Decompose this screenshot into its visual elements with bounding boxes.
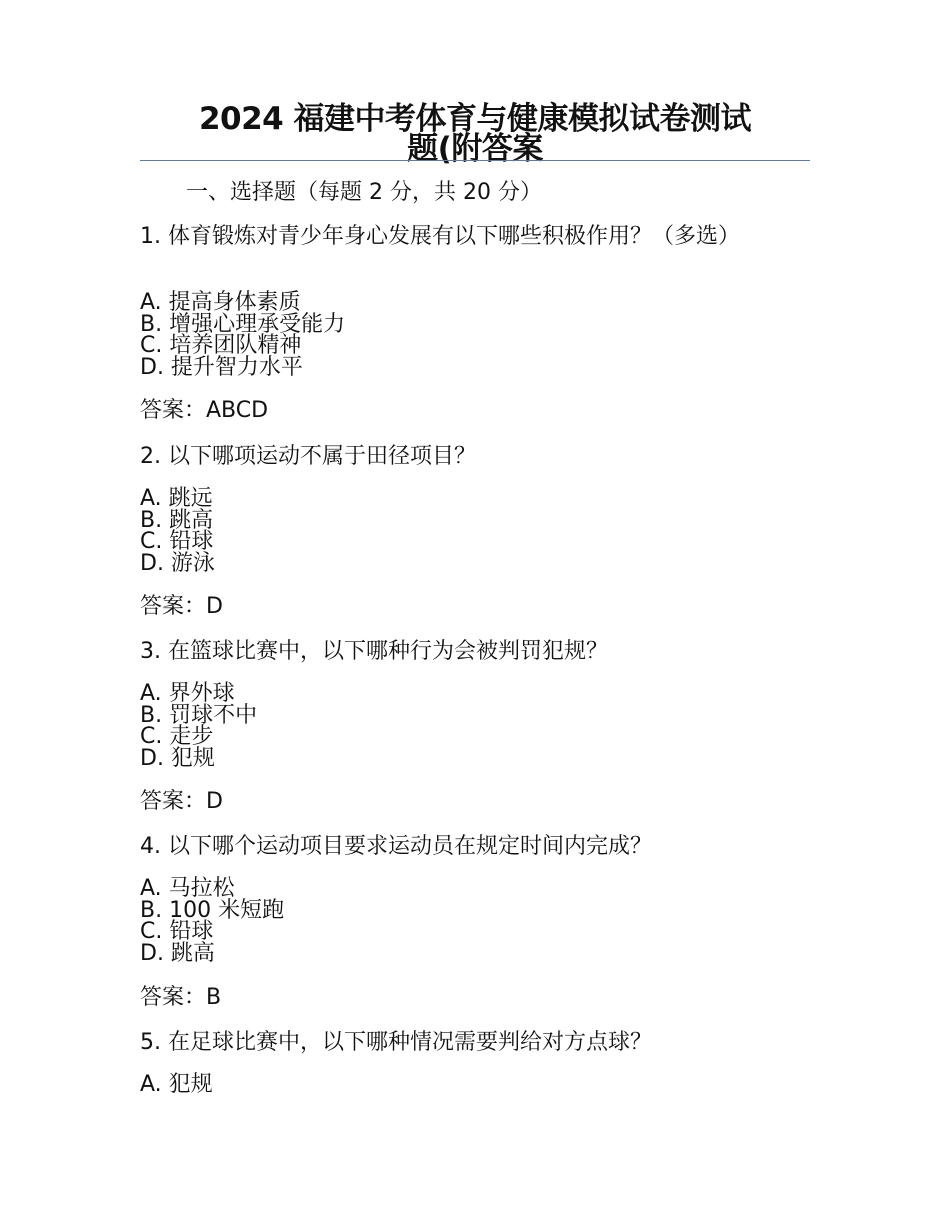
question-1-options bbox=[140, 292, 345, 378]
question-4: 4. 以下哪个运动项目要求运动员在规定时间内完成？ bbox=[140, 834, 652, 859]
option-d: D. 游泳 bbox=[140, 550, 215, 576]
section-heading: 一、选择题（每题 2 分，共 20 分） bbox=[186, 180, 542, 205]
question-2: 2. 以下哪项运动不属于田径项目？ bbox=[140, 444, 476, 469]
title-underline bbox=[140, 160, 810, 161]
option-d: D. 提升智力水平 bbox=[140, 354, 303, 380]
option-b: B. 跳高 bbox=[140, 507, 214, 533]
question-3-options bbox=[140, 683, 257, 769]
question-5: 5. 在足球比赛中，以下哪种情况需要判给对方点球？ bbox=[140, 1030, 652, 1055]
answer-2: 答案：D bbox=[140, 594, 223, 619]
answer-4: 答案：B bbox=[140, 985, 222, 1010]
option-c: C. 铅球 bbox=[140, 919, 214, 944]
option-a: A. 犯规 bbox=[140, 1072, 213, 1097]
answer-3: 答案：D bbox=[140, 789, 223, 814]
option-a: A. 马拉松 bbox=[140, 876, 235, 901]
option-c: C. 走步 bbox=[140, 724, 214, 749]
option-a: A. 界外球 bbox=[140, 681, 235, 706]
option-c: C. 培养团队精神 bbox=[140, 333, 302, 358]
option-c: C. 铅球 bbox=[140, 529, 214, 554]
answer-1: 答案：ABCD bbox=[140, 398, 269, 423]
question-2-options bbox=[140, 488, 215, 574]
question-3: 3. 在篮球比赛中，以下哪种行为会被判罚犯规？ bbox=[140, 639, 608, 664]
question-5-options bbox=[140, 1074, 213, 1096]
option-d: D. 跳高 bbox=[140, 940, 215, 966]
title-line-1: 2024 福建中考体育与健康模拟试卷测试 bbox=[198, 101, 752, 137]
option-a: A. 跳远 bbox=[140, 486, 213, 511]
document-title bbox=[140, 101, 810, 167]
title-line-2: 题(附答案 bbox=[407, 131, 543, 167]
option-a: A. 提高身体素质 bbox=[140, 290, 301, 315]
question-4-options bbox=[140, 878, 284, 964]
option-d: D. 犯规 bbox=[140, 745, 215, 771]
option-b: B. 100 米短跑 bbox=[140, 897, 285, 923]
question-1: 1. 体育锻炼对青少年身心发展有以下哪些积极作用？（多选） bbox=[140, 224, 740, 249]
option-b: B. 罚球不中 bbox=[140, 702, 258, 728]
option-b: B. 增强心理承受能力 bbox=[140, 311, 346, 337]
